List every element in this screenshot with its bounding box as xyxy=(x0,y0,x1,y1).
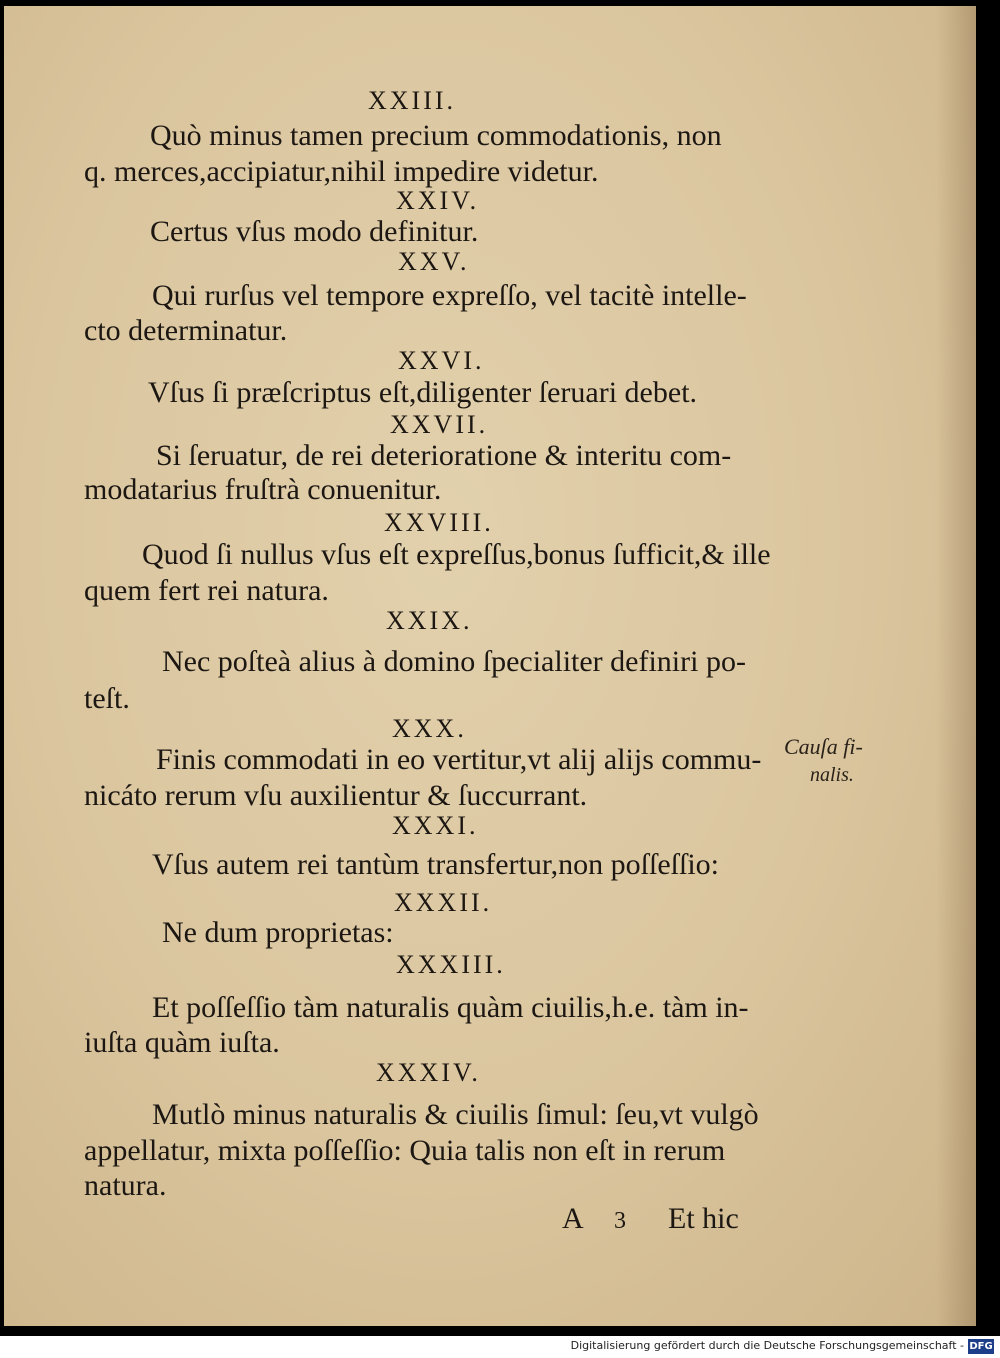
text-line: Si ſeruatur, de rei deterioratione & interitu com- xyxy=(156,439,732,472)
text-line: Vſus autem rei tantùm transfertur,non poſſeſſio: xyxy=(152,848,719,881)
section-number: XXV. xyxy=(398,247,470,276)
section-number: XXXIII. xyxy=(396,950,506,979)
text-line: modatarius fruſtrà conuenitur. xyxy=(84,473,442,506)
text-line: q. merces,accipiatur,nihil impedire videtur. xyxy=(84,155,599,188)
dfg-logo-icon: DFG xyxy=(969,1341,993,1352)
text-line: ctо determinatur. xyxy=(84,314,288,347)
page-edge-shadow xyxy=(936,6,976,1326)
text-line: Quod ſi nullus vſus eſt expreſſus,bonus ſufficit,& ille xyxy=(142,538,771,571)
text-line: iuſta quàm iuſta. xyxy=(84,1026,280,1059)
footer-bar xyxy=(0,1336,1000,1358)
text-line: teſt. xyxy=(84,682,130,715)
margin-note: Cauſa fi- xyxy=(784,734,863,759)
text-line: Mutlò minus naturalis & ciuilis ſimul: ſeu,vt vulgò xyxy=(152,1098,759,1131)
catchword: Et hic xyxy=(668,1202,739,1235)
text-line: nicáto rerum vſu auxilientur & ſuccurrant. xyxy=(84,779,588,812)
signature-mark: A xyxy=(562,1202,584,1235)
section-number: XXVIII. xyxy=(384,508,494,537)
book-page xyxy=(4,6,976,1326)
text-line: Nec poſteà alius à domino ſpecialiter definiri po- xyxy=(162,645,746,678)
text-line: quem fert rei natura. xyxy=(84,574,329,607)
page-number: 3 xyxy=(614,1208,626,1234)
margin-note: nalis. xyxy=(810,764,854,786)
section-number: XXX. xyxy=(392,714,467,743)
section-number: XXVI. xyxy=(398,346,485,375)
text-line: Quò minus tamen precium commodationis, non xyxy=(150,119,722,152)
section-number: XXIV. xyxy=(396,186,480,215)
section-number: XXXI. xyxy=(392,811,479,840)
text-line: appellatur, mixta poſſeſſio: Quia talis non eſt in rerum xyxy=(84,1134,726,1167)
footer-credit: Digitalisierung gefördert durch die Deutsche Forschungsgemeinschaft - xyxy=(570,1339,964,1352)
text-line: Et poſſeſſio tàm naturalis quàm ciuilis,h.e. tàm in- xyxy=(152,991,749,1024)
section-number: XXIX. xyxy=(386,606,473,635)
text-line: Qui rurſus vel tempore expreſſo, vel tacitè intelle- xyxy=(152,279,747,312)
text-line: Certus vſus modo definitur. xyxy=(150,215,479,248)
text-line: Vſus ſi præſcriptus eſt,diligenter ſeruari debet. xyxy=(148,376,698,409)
section-number: XXIII. xyxy=(368,86,457,115)
text-line: natura. xyxy=(84,1169,167,1202)
section-number: XXVII. xyxy=(390,410,489,439)
text-line: Finis commodati in eo vertitur,vt alij alijs commu- xyxy=(156,743,762,776)
section-number: XXXIV. xyxy=(376,1058,481,1087)
section-number: XXXII. xyxy=(394,888,493,917)
text-line: Ne dum proprietas: xyxy=(162,916,394,949)
